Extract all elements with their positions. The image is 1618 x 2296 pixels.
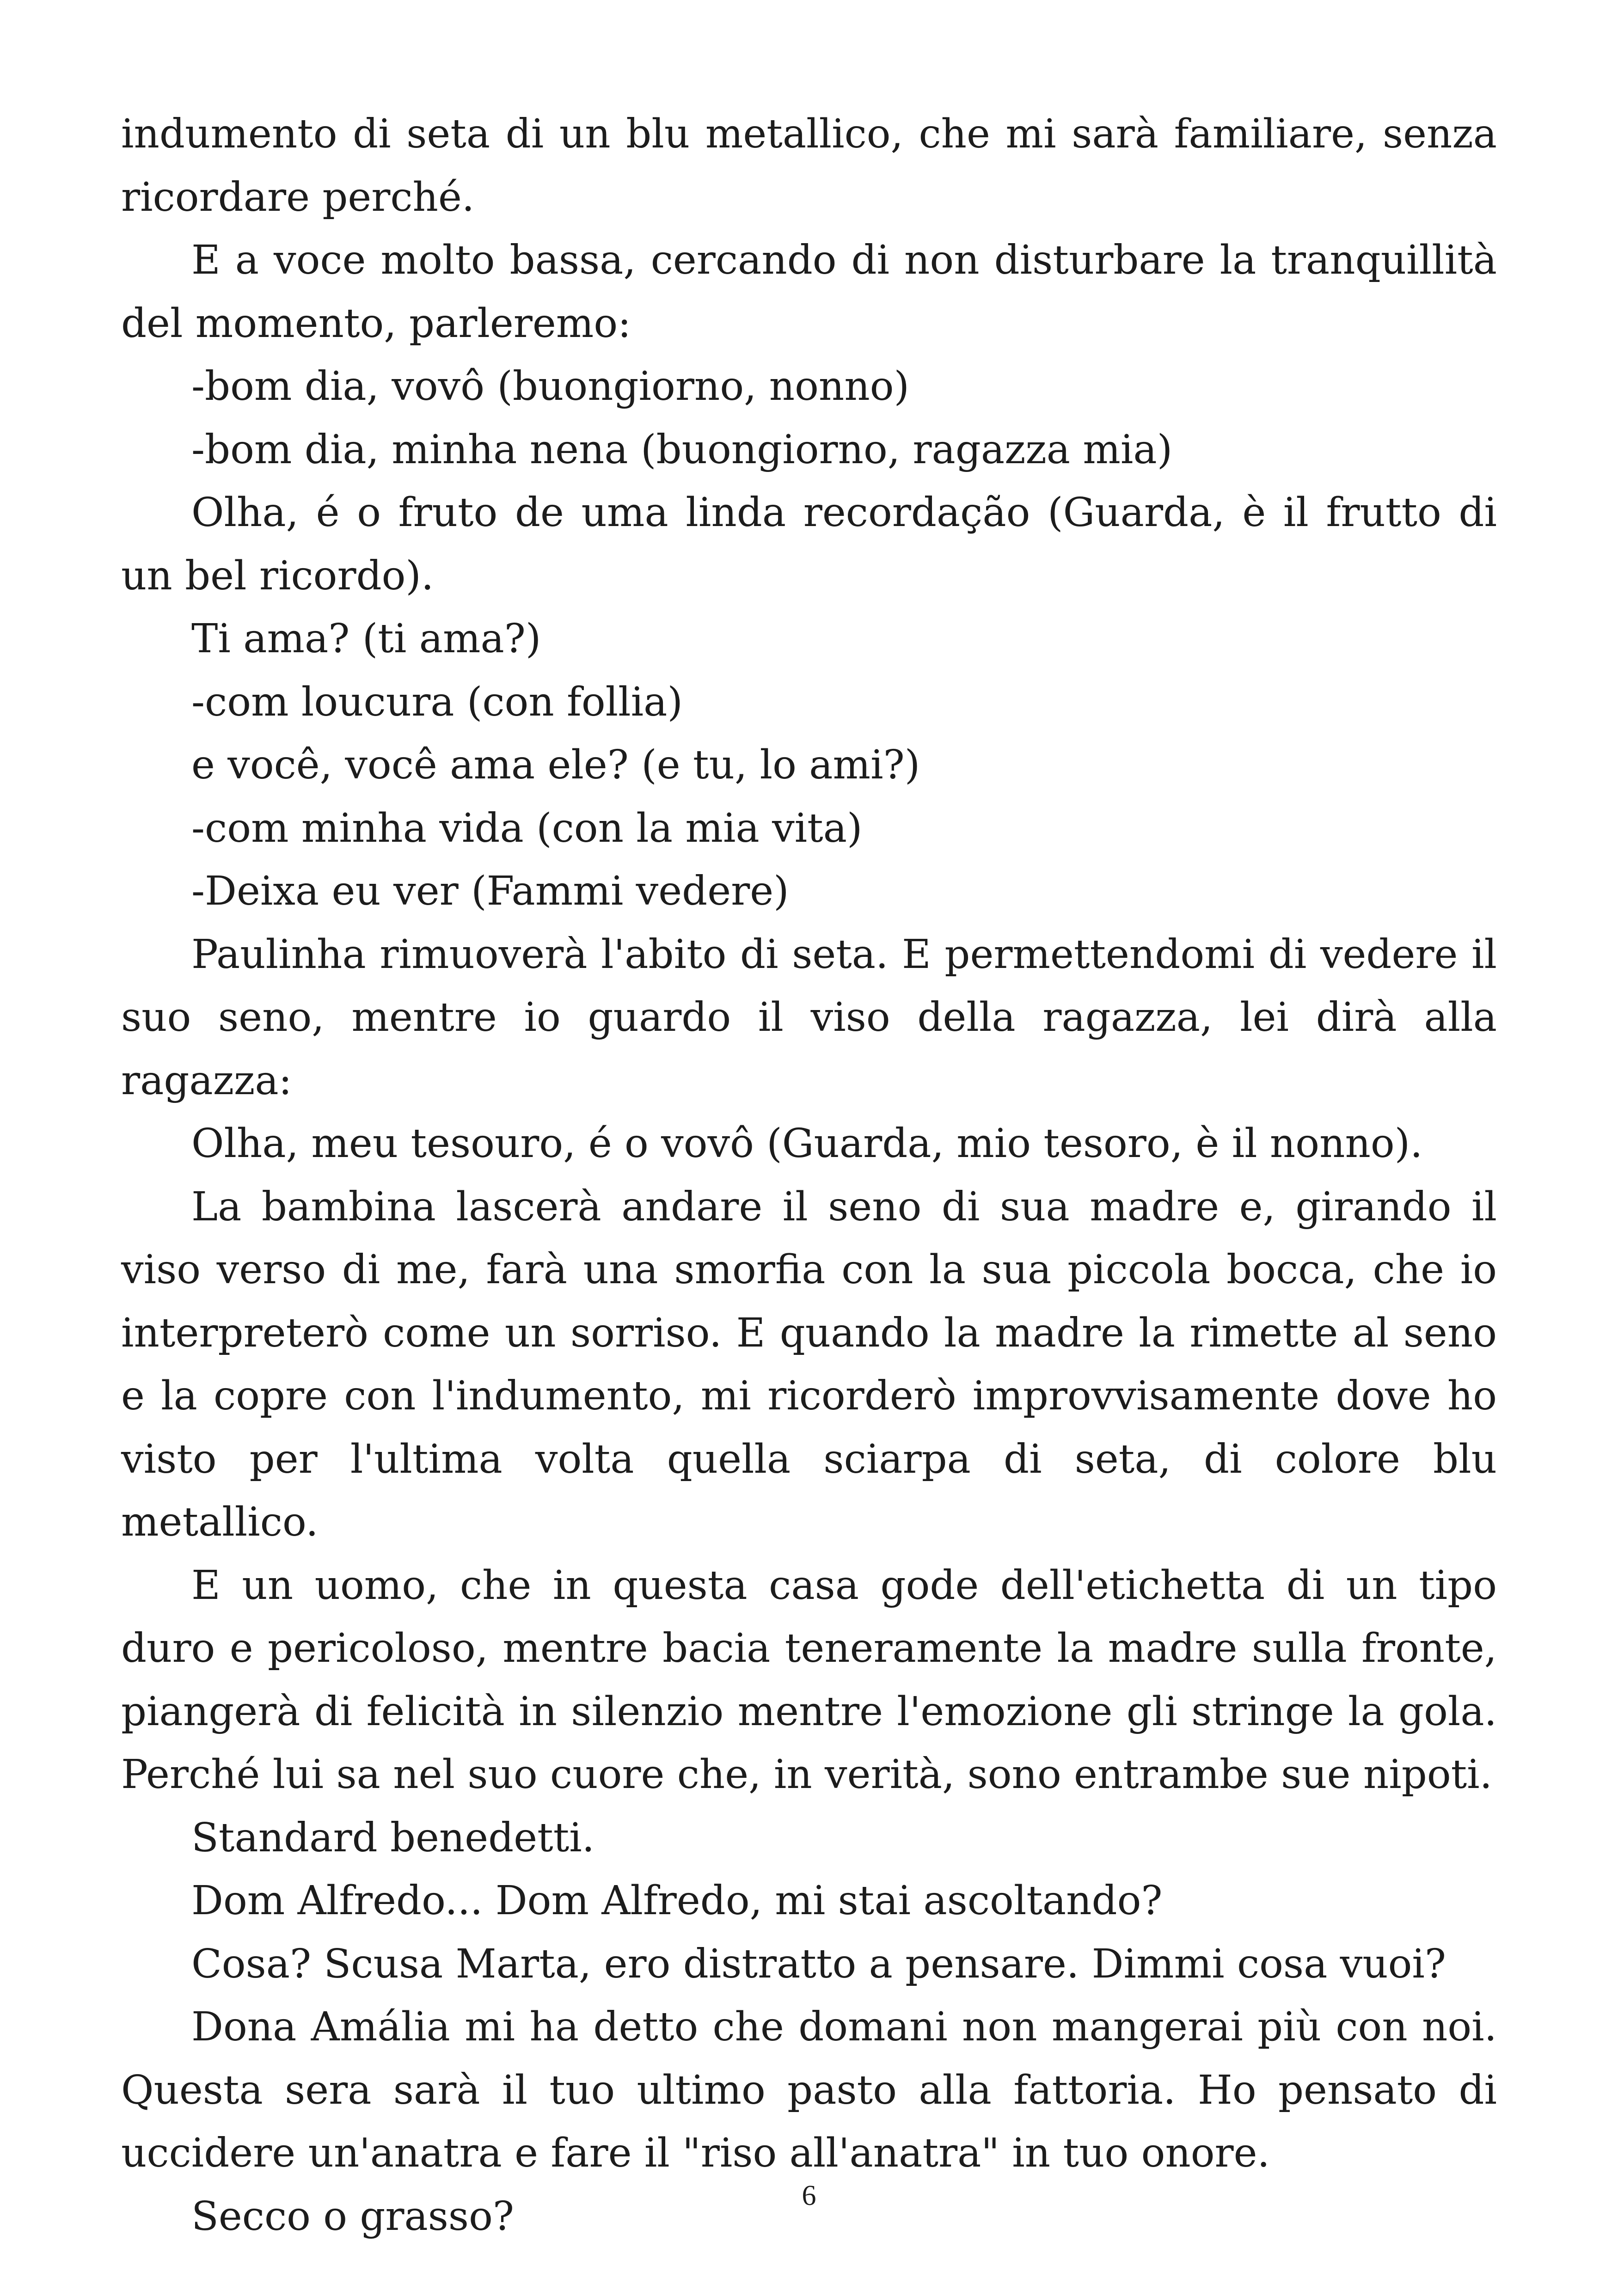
paragraph: e você, você ama ele? (e tu, lo ami?) xyxy=(191,742,920,788)
page-number: 6 xyxy=(802,2180,816,2211)
paragraph: Olha, meu tesouro, é o vovô (Guarda, mio tesoro, è il nonno). xyxy=(191,1120,1423,1167)
paragraph: Dom Alfredo... Dom Alfredo, mi stai ascoltando? xyxy=(191,1878,1163,1924)
paragraph: -com minha vida (con la mia vita) xyxy=(191,805,863,851)
paragraph: Standard benedetti. xyxy=(191,1814,595,1861)
body-text xyxy=(121,103,1497,2248)
paragraph: Olha, é o fruto de uma linda recordação (Guarda, è il frutto di un bel ricordo). xyxy=(121,490,1497,599)
paragraph: Ti ama? (ti ama?) xyxy=(191,616,541,662)
paragraph: Paulinha rimuoverà l'abito di seta. E permettendomi di vedere il suo seno, mentre io guardo il viso della ragazza, lei dirà alla ragazza: xyxy=(121,931,1497,1104)
paragraph: E un uomo, che in questa casa gode dell'etichetta di un tipo duro e pericoloso, mentre bacia teneramente la madre sulla fronte, piangerà di felicità in silenzio mentre l'emozione gli stringe la gola. Perché lui sa nel suo cuore che, in verità, sono entrambe sue nipoti. xyxy=(121,1562,1497,1798)
paragraph: -bom dia, vovô (buongiorno, nonno) xyxy=(191,363,910,410)
paragraph: Cosa? Scusa Marta, ero distratto a pensare. Dimmi cosa vuoi? xyxy=(191,1941,1446,1987)
paragraph: E a voce molto bassa, cercando di non disturbare la tranquillità del momento, parleremo: xyxy=(121,237,1497,347)
paragraph: -Deixa eu ver (Fammi vedere) xyxy=(191,868,789,914)
paragraph: La bambina lascerà andare il seno di sua madre e, girando il viso verso di me, farà una smorfia con la sua piccola bocca, che io interpreterò come un sorriso. E quando la madre la rimette al seno e la copre con l'indumento, mi ricorderò improvvisamente dove ho visto per l'ultima volta quella sciarpa di seta, di colore blu metallico. xyxy=(121,1183,1497,1545)
paragraph: -bom dia, minha nena (buongiorno, ragazza mia) xyxy=(191,426,1173,473)
paragraph: indumento di seta di un blu metallico, che mi sarà familiare, senza ricordare perché. xyxy=(121,111,1497,220)
paragraph: Secco o grasso? xyxy=(191,2193,514,2240)
paragraph: -com loucura (con follia) xyxy=(191,679,683,725)
paragraph: Dona Amália mi ha detto che domani non mangerai più con noi. Questa sera sarà il tuo ultimo pasto alla fattoria. Ho pensato di uccidere un'anatra e fare il "riso all'anatra" in tuo onore. xyxy=(121,2004,1497,2176)
